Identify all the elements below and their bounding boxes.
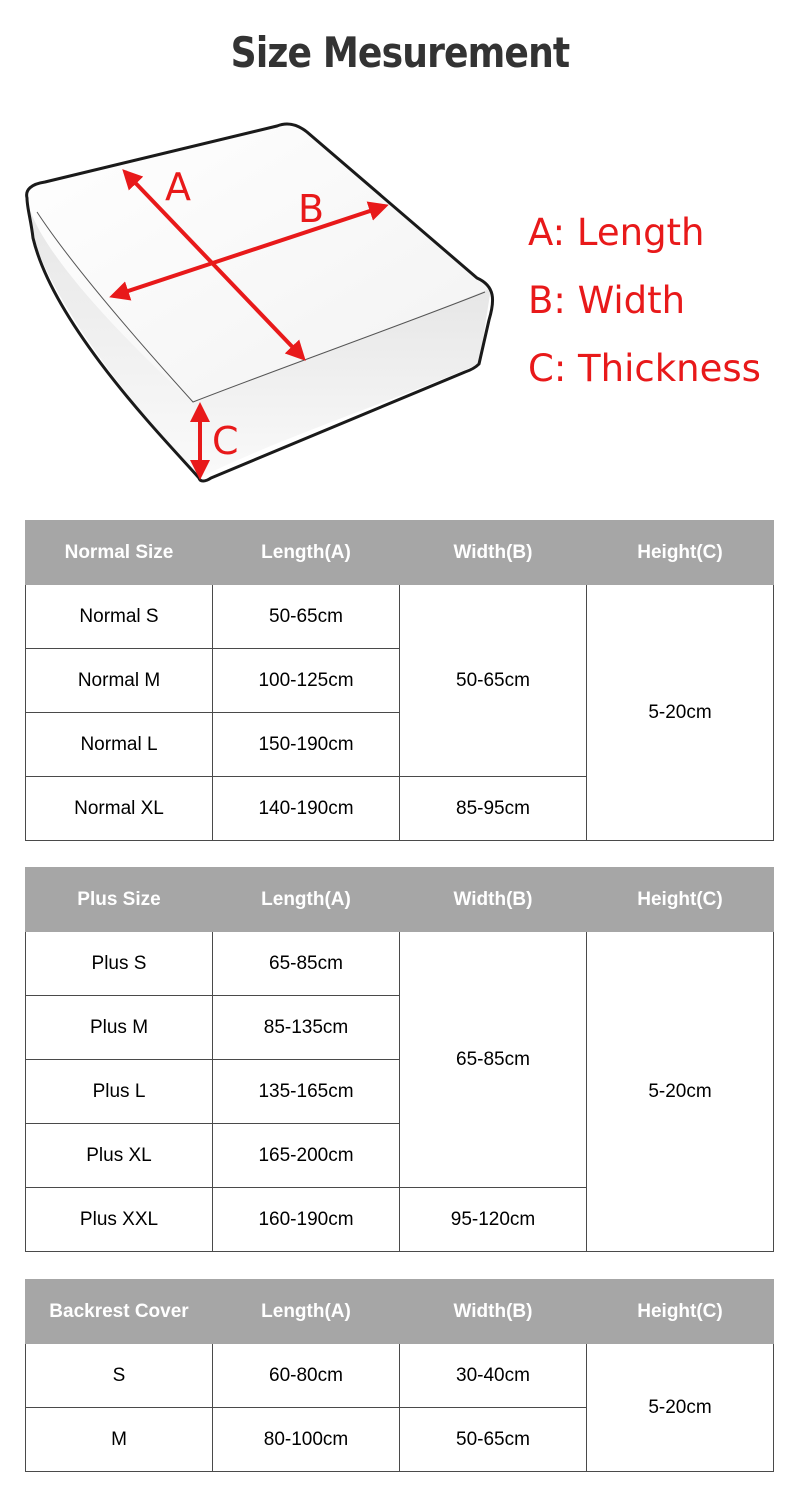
- header-width: Width(B): [400, 1280, 587, 1344]
- backrest-cover-table: [25, 1279, 774, 1472]
- header-width: Width(B): [400, 868, 587, 932]
- legend-thickness: C: Thickness: [528, 347, 761, 390]
- size-name: Normal M: [26, 649, 213, 713]
- height-value: 5-20cm: [587, 585, 774, 841]
- height-value: 5-20cm: [587, 932, 774, 1252]
- table-row: [26, 585, 774, 649]
- size-name: M: [26, 1408, 213, 1472]
- label-b: B: [298, 187, 325, 231]
- label-c: C: [212, 419, 239, 463]
- width-value: 50-65cm: [400, 1408, 587, 1472]
- table-header-row: [26, 521, 774, 585]
- header-length: Length(A): [213, 1280, 400, 1344]
- measurement-legend: [528, 210, 761, 414]
- width-value: 50-65cm: [400, 585, 587, 777]
- length-value: 100-125cm: [213, 649, 400, 713]
- normal-size-table: [25, 520, 774, 841]
- size-name: Plus S: [26, 932, 213, 996]
- header-width: Width(B): [400, 521, 587, 585]
- size-name: Plus L: [26, 1060, 213, 1124]
- width-value: 85-95cm: [400, 777, 587, 841]
- header-size: Plus Size: [26, 868, 213, 932]
- length-value: 65-85cm: [213, 932, 400, 996]
- size-name: Normal XL: [26, 777, 213, 841]
- length-value: 160-190cm: [213, 1188, 400, 1252]
- header-length: Length(A): [213, 868, 400, 932]
- width-value: 30-40cm: [400, 1344, 587, 1408]
- table-header-row: [26, 868, 774, 932]
- length-value: 135-165cm: [213, 1060, 400, 1124]
- plus-size-table: [25, 867, 774, 1252]
- header-size: Backrest Cover: [26, 1280, 213, 1344]
- header-height: Height(C): [587, 521, 774, 585]
- height-value: 5-20cm: [587, 1344, 774, 1472]
- table-row: [26, 932, 774, 996]
- size-name: Plus XL: [26, 1124, 213, 1188]
- page-title: Size Mesurement: [230, 28, 570, 77]
- header-height: Height(C): [587, 868, 774, 932]
- length-value: 85-135cm: [213, 996, 400, 1060]
- length-value: 150-190cm: [213, 713, 400, 777]
- length-value: 165-200cm: [213, 1124, 400, 1188]
- width-value: 95-120cm: [400, 1188, 587, 1252]
- table-header-row: [26, 1280, 774, 1344]
- table-row: [26, 1344, 774, 1408]
- length-value: 60-80cm: [213, 1344, 400, 1408]
- header-height: Height(C): [587, 1280, 774, 1344]
- header-length: Length(A): [213, 521, 400, 585]
- header-size: Normal Size: [26, 521, 213, 585]
- length-value: 50-65cm: [213, 585, 400, 649]
- length-value: 140-190cm: [213, 777, 400, 841]
- legend-length: A: Length: [528, 211, 705, 254]
- size-name: S: [26, 1344, 213, 1408]
- size-name: Normal L: [26, 713, 213, 777]
- cushion-diagram: [15, 110, 515, 500]
- size-name: Plus M: [26, 996, 213, 1060]
- label-a: A: [165, 165, 191, 209]
- size-name: Normal S: [26, 585, 213, 649]
- legend-width: B: Width: [528, 279, 686, 322]
- length-value: 80-100cm: [213, 1408, 400, 1472]
- width-value: 65-85cm: [400, 932, 587, 1188]
- size-name: Plus XXL: [26, 1188, 213, 1252]
